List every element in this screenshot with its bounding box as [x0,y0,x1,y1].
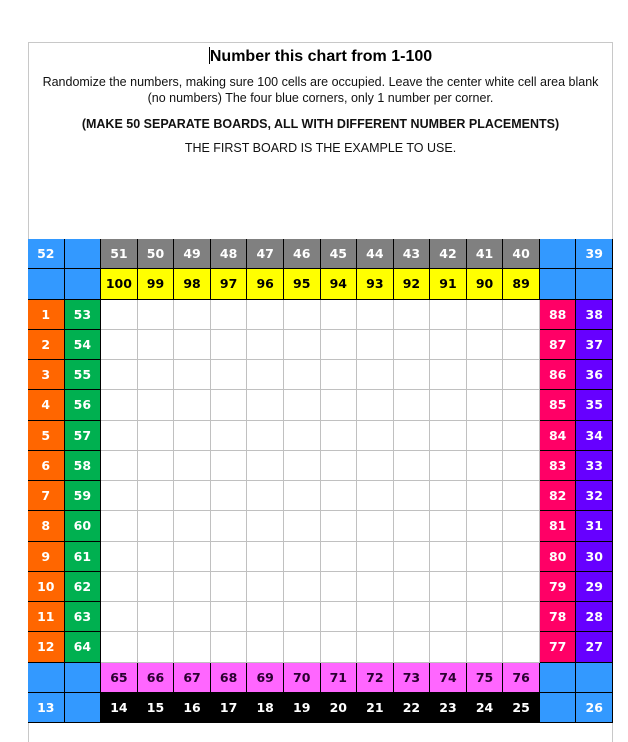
board-cell-blank[interactable] [430,300,467,330]
board-cell-blank[interactable] [430,632,467,662]
board-cell-blank[interactable] [321,390,358,420]
board-cell-blank[interactable] [101,602,138,632]
board-cell-blank[interactable] [174,451,211,481]
board-cell-red[interactable]: 82 [540,481,577,511]
board-cell-black[interactable]: 18 [247,693,284,723]
board-cell-blank[interactable] [284,451,321,481]
board-cell-blank[interactable] [357,300,394,330]
board-cell-yellow[interactable]: 94 [321,269,358,299]
board-cell-red[interactable]: 83 [540,451,577,481]
board-cell-blank[interactable] [357,360,394,390]
board-cell-blank[interactable] [138,360,175,390]
board-cell-blue[interactable]: 13 [28,693,65,723]
board-cell-blank[interactable] [211,632,248,662]
number-board [28,239,613,723]
board-cell-blank[interactable] [247,360,284,390]
board-cell-pink[interactable]: 75 [467,663,504,693]
board-cell-blank[interactable] [138,632,175,662]
board-cell-blank[interactable] [357,421,394,451]
board-cell-blank[interactable] [503,451,540,481]
board-cell-blank[interactable] [247,390,284,420]
board-cell-yellow[interactable]: 93 [357,269,394,299]
board-cell-blank[interactable] [467,572,504,602]
board-cell-grey[interactable]: 43 [394,239,431,269]
board-cell-green[interactable]: 53 [65,300,102,330]
board-cell-blank[interactable] [138,511,175,541]
board-cell-blue[interactable] [65,663,102,693]
board-cell-yellow[interactable]: 97 [211,269,248,299]
board-cell-blank[interactable] [284,330,321,360]
board-cell-blank[interactable] [101,542,138,572]
board-cell-blank[interactable] [284,390,321,420]
board-cell-blank[interactable] [138,572,175,602]
board-cell-blue[interactable]: 39 [576,239,613,269]
board-cell-orange[interactable]: 12 [28,632,65,662]
board-cell-grey[interactable]: 48 [211,239,248,269]
board-cell-grey[interactable]: 41 [467,239,504,269]
board-cell-yellow[interactable]: 95 [284,269,321,299]
instructions-line-1: Randomize the numbers, making sure 100 cells are occupied. Leave the center white cell area blank [42,75,599,89]
board-cell-blank[interactable] [503,300,540,330]
board-cell-orange[interactable]: 10 [28,572,65,602]
board-cell-blank[interactable] [467,451,504,481]
board-cell-blank[interactable] [211,390,248,420]
board-cell-blue[interactable] [540,269,577,299]
board-cell-purple[interactable]: 32 [576,481,613,511]
board-cell-orange[interactable]: 8 [28,511,65,541]
board-cell-blank[interactable] [211,572,248,602]
board-cell-blank[interactable] [284,511,321,541]
board-cell-blank[interactable] [211,602,248,632]
board-cell-green[interactable]: 59 [65,481,102,511]
board-cell-blank[interactable] [430,481,467,511]
board-cell-grey[interactable]: 44 [357,239,394,269]
board-cell-blank[interactable] [503,632,540,662]
board-cell-blank[interactable] [174,360,211,390]
board-cell-purple[interactable]: 37 [576,330,613,360]
board-cell-yellow[interactable]: 99 [138,269,175,299]
board-cell-blank[interactable] [138,421,175,451]
board-cell-green[interactable]: 55 [65,360,102,390]
board-cell-blue[interactable]: 52 [28,239,65,269]
emphasis-note: (MAKE 50 SEPARATE BOARDS, ALL WITH DIFFERENT NUMBER PLACEMENTS) [81,117,560,131]
board-cell-blank[interactable] [247,602,284,632]
board-cell-blue[interactable] [576,663,613,693]
board-cell-orange[interactable]: 9 [28,542,65,572]
board-cell-blue[interactable]: 26 [576,693,613,723]
board-cell-blank[interactable] [430,542,467,572]
board-cell-blank[interactable] [211,511,248,541]
board-cell-blank[interactable] [321,330,358,360]
board-cell-blue[interactable] [540,239,577,269]
board-cell-blank[interactable] [174,390,211,420]
board-cell-blank[interactable] [394,572,431,602]
board-cell-black[interactable]: 21 [357,693,394,723]
board-cell-blank[interactable] [430,572,467,602]
board-cell-green[interactable]: 56 [65,390,102,420]
board-cell-pink[interactable]: 69 [247,663,284,693]
board-cell-red[interactable]: 84 [540,421,577,451]
board-cell-red[interactable]: 78 [540,602,577,632]
board-cell-blank[interactable] [430,602,467,632]
board-cell-blank[interactable] [430,330,467,360]
example-note: THE FIRST BOARD IS THE EXAMPLE TO USE. [184,141,457,155]
board-cell-black[interactable]: 24 [467,693,504,723]
board-cell-blank[interactable] [211,481,248,511]
board-cell-yellow[interactable]: 100 [101,269,138,299]
board-cell-blank[interactable] [321,602,358,632]
board-cell-orange[interactable]: 4 [28,390,65,420]
board-cell-purple[interactable]: 35 [576,390,613,420]
board-cell-purple[interactable]: 31 [576,511,613,541]
board-cell-blank[interactable] [174,602,211,632]
board-cell-yellow[interactable]: 98 [174,269,211,299]
board-cell-blank[interactable] [503,360,540,390]
board-cell-blank[interactable] [357,632,394,662]
board-cell-blank[interactable] [430,360,467,390]
board-cell-blank[interactable] [247,632,284,662]
board-cell-green[interactable]: 61 [65,542,102,572]
board-cell-blank[interactable] [394,602,431,632]
board-cell-blue[interactable] [540,693,577,723]
board-cell-pink[interactable]: 76 [503,663,540,693]
board-cell-blank[interactable] [174,632,211,662]
board-cell-red[interactable]: 80 [540,542,577,572]
board-cell-blank[interactable] [321,481,358,511]
board-cell-yellow[interactable]: 89 [503,269,540,299]
board-cell-blank[interactable] [467,360,504,390]
board-cell-green[interactable]: 62 [65,572,102,602]
board-cell-green[interactable]: 63 [65,602,102,632]
board-cell-black[interactable]: 19 [284,693,321,723]
board-cell-blank[interactable] [394,511,431,541]
board-cell-purple[interactable]: 38 [576,300,613,330]
board-cell-blank[interactable] [138,481,175,511]
board-cell-blank[interactable] [467,421,504,451]
board-cell-blank[interactable] [174,421,211,451]
board-cell-purple[interactable]: 30 [576,542,613,572]
board-cell-blue[interactable] [65,269,102,299]
board-cell-black[interactable]: 15 [138,693,175,723]
board-cell-blank[interactable] [321,572,358,602]
board-cell-red[interactable]: 77 [540,632,577,662]
board-cell-blank[interactable] [503,390,540,420]
board-cell-red[interactable]: 86 [540,360,577,390]
board-cell-blank[interactable] [174,481,211,511]
board-cell-orange[interactable]: 7 [28,481,65,511]
board-cell-blank[interactable] [357,390,394,420]
board-cell-blank[interactable] [394,421,431,451]
board-cell-blank[interactable] [394,481,431,511]
board-cell-blank[interactable] [357,481,394,511]
board-cell-blank[interactable] [101,421,138,451]
board-cell-blank[interactable] [430,451,467,481]
board-cell-blank[interactable] [138,451,175,481]
board-cell-orange[interactable]: 2 [28,330,65,360]
board-cell-blank[interactable] [101,330,138,360]
board-cell-blank[interactable] [467,481,504,511]
board-cell-blank[interactable] [430,390,467,420]
board-cell-blank[interactable] [174,542,211,572]
board-cell-blank[interactable] [321,360,358,390]
board-cell-yellow[interactable]: 90 [467,269,504,299]
board-cell-orange[interactable]: 3 [28,360,65,390]
board-cell-grey[interactable]: 42 [430,239,467,269]
board-cell-blank[interactable] [394,390,431,420]
board-cell-blank[interactable] [284,481,321,511]
board-cell-blank[interactable] [138,542,175,572]
board-cell-blank[interactable] [101,451,138,481]
board-cell-black[interactable]: 22 [394,693,431,723]
board-cell-grey[interactable]: 40 [503,239,540,269]
board-cell-orange[interactable]: 11 [28,602,65,632]
board-cell-blank[interactable] [247,511,284,541]
title-text[interactable]: Number this chart from 1-100 [209,48,433,65]
board-cell-blank[interactable] [467,330,504,360]
board-cell-blank[interactable] [101,390,138,420]
board-cell-purple[interactable]: 29 [576,572,613,602]
board-cell-blank[interactable] [503,542,540,572]
board-cell-blank[interactable] [321,421,358,451]
board-cell-purple[interactable]: 33 [576,451,613,481]
board-cell-blue[interactable] [65,239,102,269]
board-cell-grey[interactable]: 45 [321,239,358,269]
board-cell-pink[interactable]: 74 [430,663,467,693]
board-cell-blank[interactable] [284,602,321,632]
board-cell-purple[interactable]: 36 [576,360,613,390]
board-cell-blank[interactable] [467,300,504,330]
board-cell-green[interactable]: 60 [65,511,102,541]
board-cell-blank[interactable] [101,511,138,541]
board-cell-blank[interactable] [357,572,394,602]
board-cell-blank[interactable] [101,632,138,662]
board-cell-blue[interactable] [28,269,65,299]
board-cell-blank[interactable] [321,542,358,572]
board-cell-blank[interactable] [503,481,540,511]
board-cell-blank[interactable] [138,390,175,420]
board-cell-purple[interactable]: 27 [576,632,613,662]
board-cell-blank[interactable] [394,632,431,662]
board-cell-blank[interactable] [211,542,248,572]
board-cell-blank[interactable] [284,542,321,572]
board-cell-blue[interactable] [65,693,102,723]
board-cell-red[interactable]: 79 [540,572,577,602]
board-cell-purple[interactable]: 34 [576,421,613,451]
board-cell-blank[interactable] [247,421,284,451]
board-cell-blank[interactable] [211,451,248,481]
board-cell-blank[interactable] [503,330,540,360]
board-cell-pink[interactable]: 72 [357,663,394,693]
board-cell-blank[interactable] [430,421,467,451]
board-cell-red[interactable]: 85 [540,390,577,420]
board-cell-blank[interactable] [101,300,138,330]
board-cell-black[interactable]: 25 [503,693,540,723]
board-cell-blank[interactable] [174,330,211,360]
board-cell-blank[interactable] [357,330,394,360]
board-cell-yellow[interactable]: 96 [247,269,284,299]
board-cell-yellow[interactable]: 92 [394,269,431,299]
board-cell-blank[interactable] [101,481,138,511]
board-cell-pink[interactable]: 71 [321,663,358,693]
board-cell-blank[interactable] [394,330,431,360]
instructions-line-2: (no numbers) The four blue corners, only 1 number per corner. [147,91,494,105]
board-cell-blank[interactable] [394,360,431,390]
board-cell-blank[interactable] [503,602,540,632]
instructions [29,74,612,106]
board-cell-red[interactable]: 88 [540,300,577,330]
board-cell-purple[interactable]: 28 [576,602,613,632]
board-cell-blank[interactable] [321,451,358,481]
board-cell-blank[interactable] [394,542,431,572]
board-cell-blank[interactable] [467,542,504,572]
board-cell-blank[interactable] [503,421,540,451]
board-cell-blank[interactable] [321,632,358,662]
page-title [29,47,612,66]
board-cell-blue[interactable] [540,663,577,693]
board-cell-blank[interactable] [284,300,321,330]
board-cell-green[interactable]: 58 [65,451,102,481]
board-cell-black[interactable]: 17 [211,693,248,723]
board-cell-orange[interactable]: 1 [28,300,65,330]
board-cell-blank[interactable] [247,542,284,572]
board-cell-blank[interactable] [138,300,175,330]
board-cell-blank[interactable] [174,300,211,330]
board-cell-blank[interactable] [394,300,431,330]
board-cell-blank[interactable] [357,451,394,481]
board-cell-blank[interactable] [101,572,138,602]
board-cell-pink[interactable]: 66 [138,663,175,693]
board-cell-blank[interactable] [138,602,175,632]
board-cell-blank[interactable] [247,451,284,481]
board-cell-blank[interactable] [211,300,248,330]
board-cell-blank[interactable] [174,511,211,541]
board-cell-blank[interactable] [174,572,211,602]
board-cell-grey[interactable]: 49 [174,239,211,269]
board-cell-blank[interactable] [247,300,284,330]
board-cell-orange[interactable]: 5 [28,421,65,451]
board-cell-blank[interactable] [284,360,321,390]
board-cell-blank[interactable] [394,451,431,481]
board-cell-blank[interactable] [247,481,284,511]
board-cell-black[interactable]: 14 [101,693,138,723]
board-cell-red[interactable]: 87 [540,330,577,360]
board-cell-blank[interactable] [211,421,248,451]
board-cell-blank[interactable] [357,602,394,632]
board-cell-grey[interactable]: 50 [138,239,175,269]
board-cell-blank[interactable] [284,421,321,451]
board-cell-grey[interactable]: 51 [101,239,138,269]
board-cell-blank[interactable] [467,390,504,420]
board-cell-blank[interactable] [357,511,394,541]
board-cell-blank[interactable] [211,330,248,360]
board-cell-pink[interactable]: 70 [284,663,321,693]
board-cell-blank[interactable] [101,360,138,390]
board-cell-green[interactable]: 57 [65,421,102,451]
board-cell-pink[interactable]: 68 [211,663,248,693]
board-cell-black[interactable]: 23 [430,693,467,723]
board-cell-blank[interactable] [503,511,540,541]
board-cell-yellow[interactable]: 91 [430,269,467,299]
board-cell-black[interactable]: 16 [174,693,211,723]
board-cell-pink[interactable]: 73 [394,663,431,693]
board-cell-blank[interactable] [467,602,504,632]
board-cell-blank[interactable] [467,632,504,662]
board-cell-blank[interactable] [321,511,358,541]
board-cell-blue[interactable] [28,663,65,693]
board-cell-pink[interactable]: 67 [174,663,211,693]
board-cell-green[interactable]: 54 [65,330,102,360]
board-cell-blue[interactable] [576,269,613,299]
board-cell-green[interactable]: 64 [65,632,102,662]
board-cell-orange[interactable]: 6 [28,451,65,481]
board-cell-blank[interactable] [284,632,321,662]
board-cell-blank[interactable] [247,572,284,602]
board-cell-blank[interactable] [247,330,284,360]
board-cell-grey[interactable]: 46 [284,239,321,269]
board-cell-blank[interactable] [430,511,467,541]
board-cell-blank[interactable] [357,542,394,572]
board-cell-black[interactable]: 20 [321,693,358,723]
board-cell-blank[interactable] [503,572,540,602]
board-cell-blank[interactable] [138,330,175,360]
board-cell-blank[interactable] [211,360,248,390]
board-cell-grey[interactable]: 47 [247,239,284,269]
board-cell-pink[interactable]: 65 [101,663,138,693]
board-cell-blank[interactable] [321,300,358,330]
board-cell-blank[interactable] [284,572,321,602]
board-cell-blank[interactable] [467,511,504,541]
board-cell-red[interactable]: 81 [540,511,577,541]
